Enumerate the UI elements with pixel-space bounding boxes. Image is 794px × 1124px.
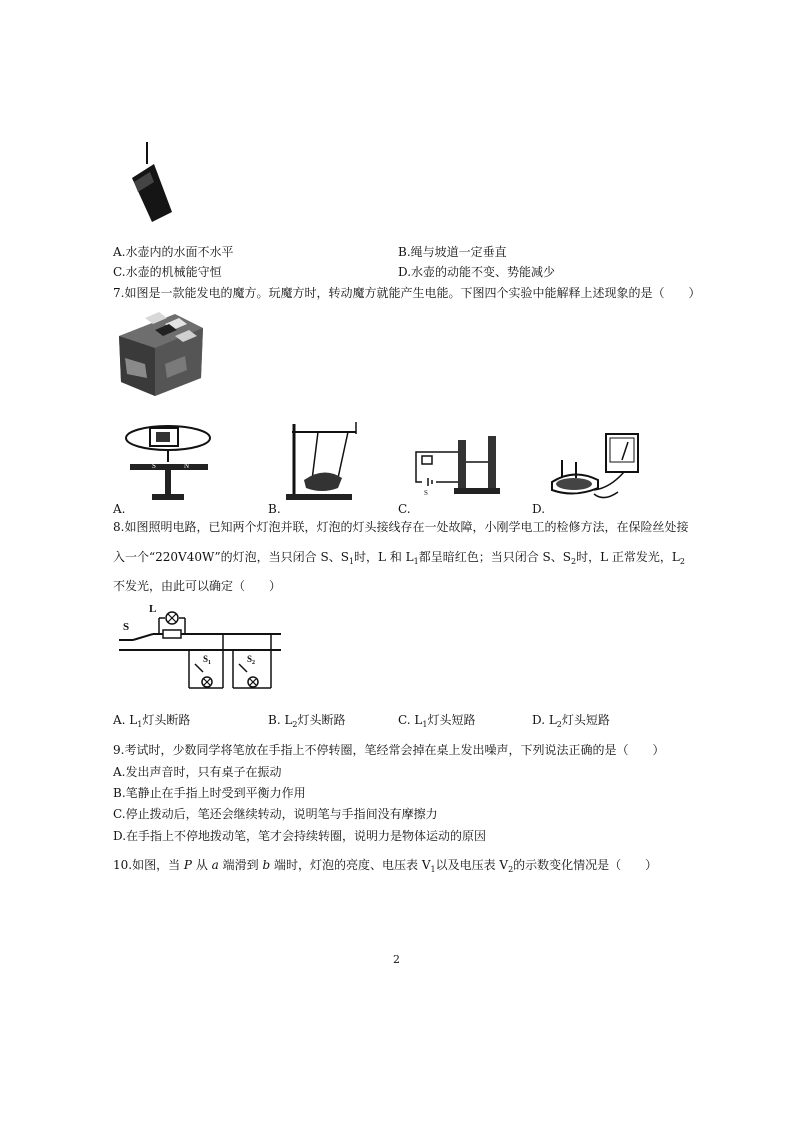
magnet-s-label: S (152, 462, 156, 470)
q9-option-c: C.停止拨动后，笔还会继续转动，说明笔与手指间没有摩擦力 (113, 807, 438, 821)
switch-s-label: S (424, 489, 428, 497)
kettle-figure (124, 142, 180, 224)
page-number: 2 (393, 953, 400, 966)
q9-option-b: B.笔静止在手指上时受到平衡力作用 (113, 786, 306, 800)
q9-stem: 9.考试时，少数同学将笔放在手指上不停转圈，笔经常会掉在桌上发出噪声，下列说法正确的是（ ） (113, 743, 665, 757)
q7-stem: 7.如图是一款能发电的魔方。玩魔方时，转动魔方就能产生电能。下图四个实验中能解释上述现象的是（ ） (113, 286, 701, 300)
q8-option-a: A. $L_1$灯头断路 (113, 713, 191, 729)
switch-s2-label: $S_2$ (247, 654, 256, 666)
q6-option-b: B.绳与坡道一定垂直 (398, 245, 507, 259)
q7-label-c: C. (398, 502, 411, 516)
magnet-n-label: N (184, 462, 190, 470)
q8-stem-line1: 8.如图照明电路，已知两个灯泡并联，灯泡的灯头接线存在一处故障，小刚学电工的检修方法，在保险丝处接 (113, 520, 689, 534)
lamp-l-label: L (149, 603, 157, 615)
q8-circuit-diagram (113, 600, 283, 692)
q7-figure-a (122, 420, 214, 502)
q7-figure-d (544, 432, 640, 506)
q8-stem-line3: 不发光，由此可以确定（ ） (113, 579, 282, 593)
q6-option-c: C.水壶的机械能守恒 (113, 265, 222, 279)
q7-label-a: A. (113, 502, 126, 516)
magic-cube-photo (115, 308, 207, 398)
q8-option-b: B. $L_2$灯头断路 (268, 713, 346, 729)
q8-option-c: C. $L_1$灯头短路 (398, 713, 476, 729)
q7-figure-c (406, 432, 514, 498)
q7-label-d: D. (532, 502, 546, 516)
main-switch-label: S (123, 621, 130, 633)
q7-label-b: B. (268, 502, 281, 516)
q6-option-a: A.水壶内的水面不水平 (113, 245, 234, 259)
q8-option-d: D. $L_2$灯头短路 (532, 713, 610, 729)
q9-option-d: D.在手指上不停地拨动笔，笔才会持续转圈，说明力是物体运动的原因 (113, 829, 487, 843)
q10-stem: 10.如图，当 P 从 a 端滑到 b 端时，灯泡的亮度、电压表 $V_1$以及电压表 $V_2$的示数变化情况是（ ） (113, 858, 658, 874)
q8-stem-line2: 入一个“220V40W”的灯泡，当只闭合 S、$S_1$时，L 和 $L_1$都呈暗红色；当只闭合 S、$S_2$时，L 正常发光，$L_2$ (113, 550, 685, 566)
q7-figure-b (282, 418, 362, 504)
switch-s1-label: $S_1$ (203, 654, 212, 666)
q9-option-a: A.发出声音时，只有桌子在振动 (113, 765, 282, 779)
q6-option-d: D.水壶的动能不变、势能减少 (398, 265, 556, 279)
